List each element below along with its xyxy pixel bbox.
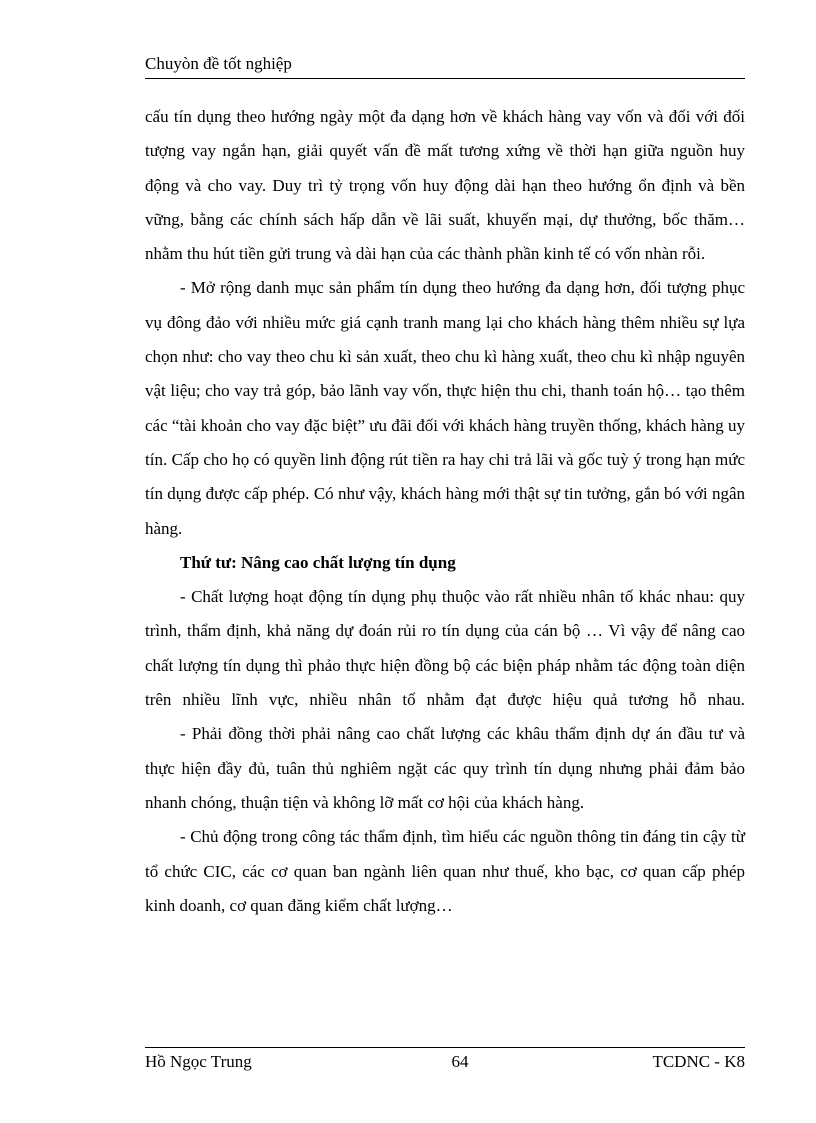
- section-heading: Thứ tư: Nâng cao chất lượng tín dụng: [180, 552, 456, 572]
- page-number: 64: [451, 1052, 469, 1071]
- paragraph-continuation: cấu tín dụng theo hướng ngày một đa dạng hơn về khách hàng vay vốn và đối với đối tượng vay ngắn hạn, giải quyết vấn đề mất tương xứng về thời hạn giữa nguồn huy động và cho vay. Duy trì tỷ trọng vốn huy động dài hạn theo hướng ổn định và bền vững, bằng các chính sách hấp dẫn về lãi suất, khuyến mại, dự thưởng, bốc thăm… nhằm thu hút tiền gửi trung và dài hạn của các thành phần kinh tế có vốn nhàn rỗi.: [145, 107, 745, 264]
- paragraph-credit-quality: - Chất lượng hoạt động tín dụng phụ thuộc vào rất nhiều nhân tố khác nhau: quy trình, thẩm định, khả năng dự đoán rủi ro tín dụng của cán bộ … Vì vậy để nâng cao chất lượng tín dụng thì phảo thực hiện đồng bộ các biện pháp nhằm tác động toàn diện trên nhiều lĩnh vực, nhiều nhân tố nhằm đạt được hiệu quả tương hỗ nhau.: [145, 587, 745, 710]
- footer-class-code: TCDNC - K8: [652, 1052, 745, 1071]
- paragraph-appraisal: - Phải đồng thời phải nâng cao chất lượng các khâu thẩm định dự án đầu tư và thực hiện đầy đủ, tuân thủ nghiêm ngặt các quy trình tín dụng nhưng phải đảm bảo nhanh chóng, thuận tiện và không lỡ mất cơ hội của khách hàng.: [145, 724, 745, 812]
- header-title: Chuyòn đề tốt nghiệp: [145, 54, 292, 73]
- document-body: [145, 100, 745, 923]
- paragraph-information-sources: - Chủ động trong công tác thẩm định, tìm hiểu các nguồn thông tin đáng tin cậy từ tổ chức CIC, các cơ quan ban ngành liên quan như thuế, kho bạc, cơ quan cấp phép kinh doanh, cơ quan đăng kiểm chất lượng…: [145, 827, 745, 915]
- paragraph-product-expansion: - Mở rộng danh mục sản phẩm tín dụng theo hướng đa dạng hơn, đối tượng phục vụ đông đảo với nhiều mức giá cạnh tranh mang lại cho khách hàng thêm nhiều sự lựa chọn như: cho vay theo chu kì sản xuất, theo chu kì hàng xuất, theo chu kì nhập nguyên vật liệu; cho vay trả góp, bảo lãnh vay vốn, thực hiện thu chi, thanh toán hộ… tạo thêm các “tài khoản cho vay đặc biệt” ưu đãi đối với khách hàng truyền thống, khách hàng uy tín. Cấp cho họ có quyền linh động rút tiền ra hay chi trả lãi và gốc tuỳ ý trong hạn mức tín dụng được cấp phép. Có như vậy, khách hàng mới thật sự tin tưởng, gắn bó với ngân hàng.: [145, 278, 745, 538]
- footer-author: Hồ Ngọc Trung: [145, 1052, 252, 1071]
- page-header: [145, 52, 745, 79]
- page-footer: [145, 1047, 745, 1088]
